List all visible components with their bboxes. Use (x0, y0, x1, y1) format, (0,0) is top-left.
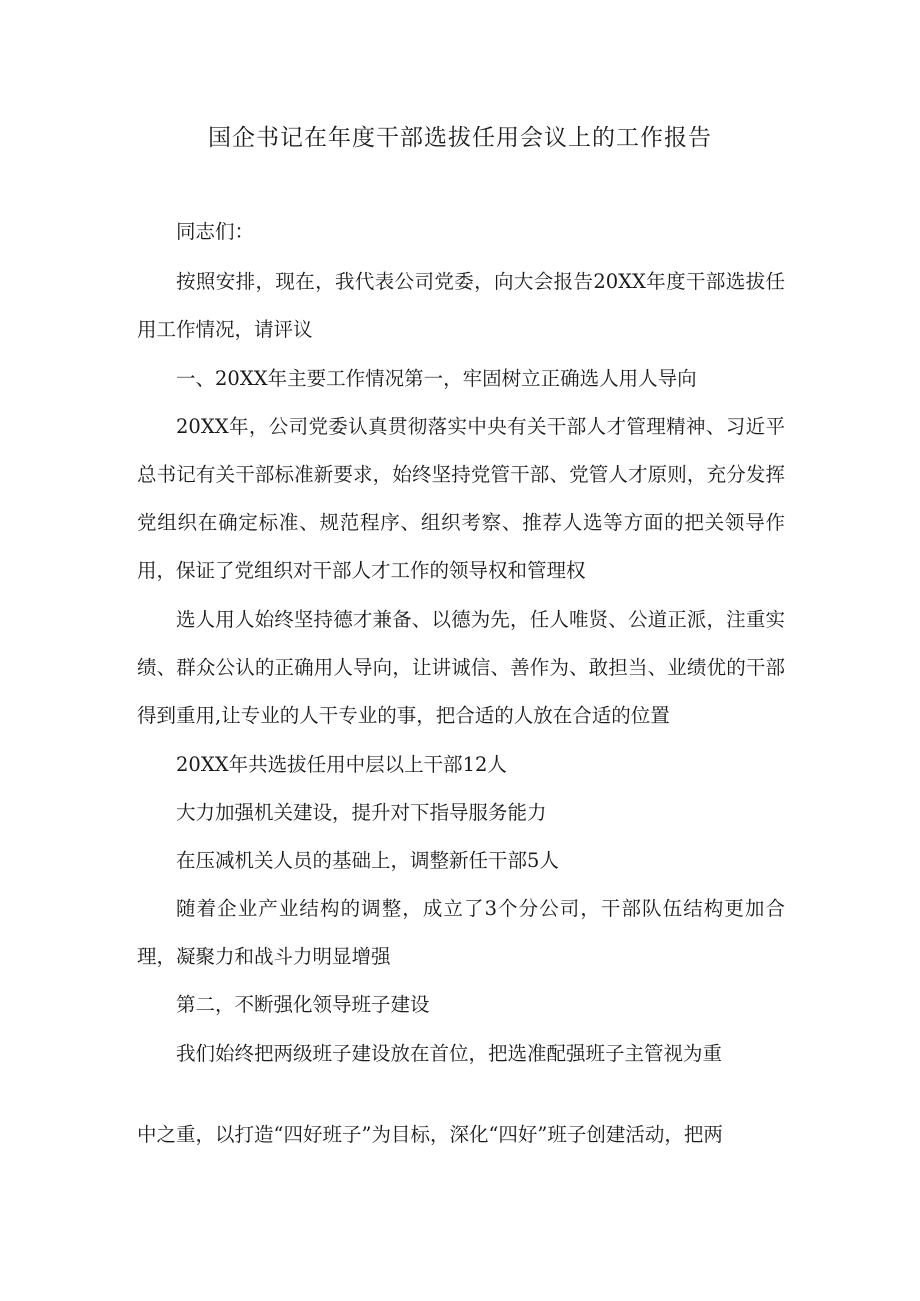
paragraph-greeting: 同志们： (176, 220, 255, 243)
paragraph-selected-count: 20XX年共选拔任用中层以上干部12人 (176, 753, 507, 776)
paragraph-new-cadres: 在压减机关人员的基础上，调整新任干部5人 (176, 849, 559, 872)
paragraph-leadership-first: 我们始终把两级班子建设放在首位，把选准配强班子主管视为重 (176, 1042, 723, 1065)
paragraph-section-one: 一、20XX年主要工作情况第一，牢固树立正确选人用人导向 (176, 367, 697, 390)
paragraph-party-committee: 20XX年，公司党委认真贯彻落实中央有关干部人才管理精神、习近平总书记有关干部标准新要求，始终坚持党管干部、党管人才原则，充分发挥党组织在确定标准、规范程序、组织考察、推荐人选等方面的把关领导作用，保证了党组织对干部人才工作的领导权和管理权 (137, 415, 785, 582)
document-title: 国企书记在年度干部选拔任用会议上的工作报告 (208, 125, 712, 151)
paragraph-section-two: 第二，不断强化领导班子建设 (176, 993, 430, 1016)
paragraph-continuation: 中之重，以打造“四好班子”为目标，深化“四好”班子创建活动，把两 (137, 1123, 723, 1146)
paragraph-branch-companies: 随着企业产业结构的调整，成立了3个分公司，干部队伍结构更加合理，凝聚力和战斗力明显增强 (137, 897, 785, 968)
paragraph-agency-building: 大力加强机关建设，提升对下指导服务能力 (176, 801, 547, 824)
paragraph-intro: 按照安排，现在，我代表公司党委，向大会报告20XX年度干部选拔任用工作情况，请评议 (137, 270, 785, 341)
paragraph-selection-principle: 选人用人始终坚持德才兼备、以德为先，任人唯贤、公道正派，注重实绩、群众公认的正确用人导向，让讲诚信、善作为、敢担当、业绩优的干部得到重用,让专业的人干专业的事，把合适的人放在合适的位置 (137, 608, 785, 727)
